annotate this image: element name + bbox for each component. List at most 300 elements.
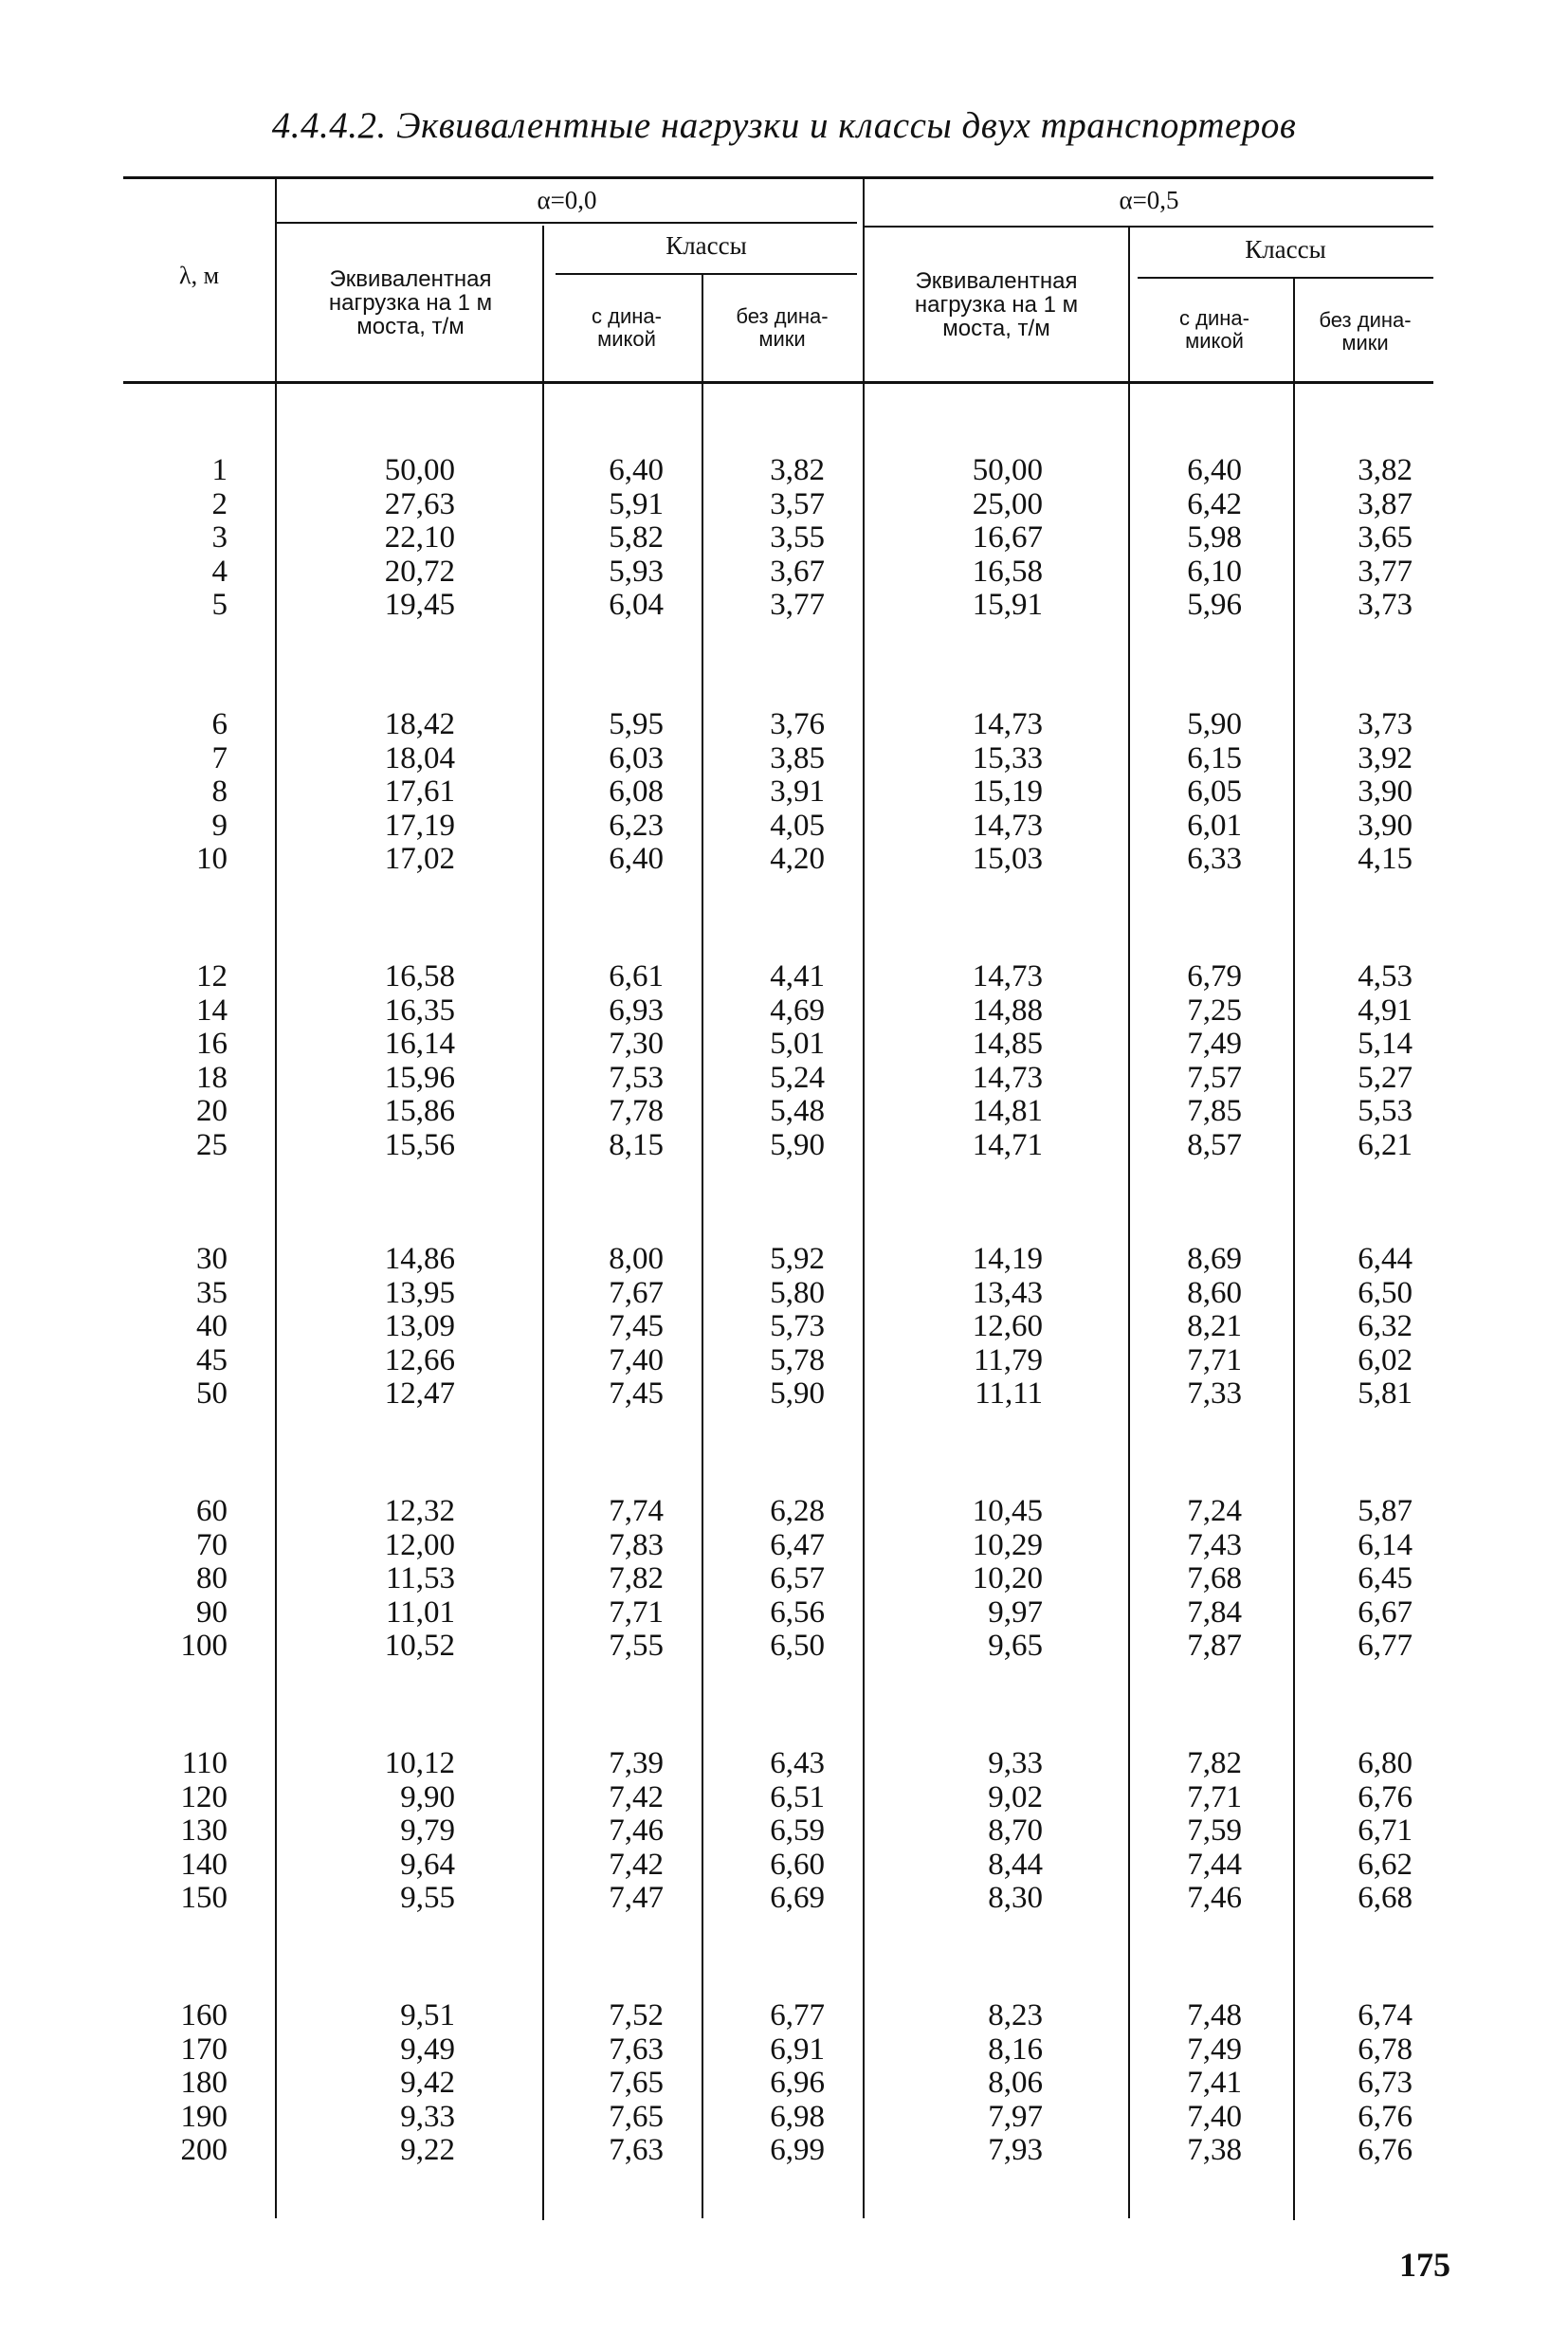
cell-class-dyn-a5: 7,71	[1187, 1780, 1242, 1814]
cell-equiv-load-a0: 17,61	[384, 775, 455, 809]
cell-class-dyn-a0: 6,08	[609, 775, 664, 809]
table-row	[0, 1242, 1568, 1276]
cell-class-nodyn-a5: 4,91	[1358, 993, 1413, 1028]
header-with-dynamics-0	[556, 305, 698, 351]
table-row	[0, 707, 1568, 741]
cell-lambda: 3	[211, 520, 228, 555]
table-row	[0, 1780, 1568, 1814]
cell-equiv-load-a0: 12,32	[384, 1494, 455, 1528]
cell-class-dyn-a0: 7,65	[609, 2066, 664, 2100]
cell-equiv-load-a0: 22,10	[384, 520, 455, 555]
cell-class-nodyn-a5: 6,62	[1358, 1848, 1413, 1882]
cell-class-nodyn-a5: 5,14	[1358, 1027, 1413, 1061]
cell-equiv-load-a5: 25,00	[972, 487, 1043, 521]
cell-class-dyn-a5: 7,49	[1187, 2032, 1242, 2067]
cell-class-dyn-a0: 7,65	[609, 2100, 664, 2134]
cell-equiv-load-a5: 8,16	[988, 2032, 1043, 2067]
cell-class-dyn-a0: 7,45	[609, 1376, 664, 1411]
header-with-dynamics-line: микой	[1185, 329, 1244, 353]
cell-equiv-load-a5: 14,73	[972, 959, 1043, 993]
cell-lambda: 5	[211, 588, 228, 622]
cell-class-dyn-a0: 7,39	[609, 1746, 664, 1780]
table-row	[0, 1494, 1568, 1528]
cell-class-dyn-a5: 5,96	[1187, 588, 1242, 622]
header-alpha0: α=0,0	[537, 186, 597, 214]
cell-class-dyn-a5: 6,05	[1187, 775, 1242, 809]
cell-class-dyn-a5: 8,21	[1187, 1309, 1242, 1343]
cell-equiv-load-a5: 8,23	[988, 1998, 1043, 2032]
cell-class-nodyn-a0: 3,67	[770, 555, 825, 589]
header-equiv-load-line: нагрузка на 1 м	[328, 290, 493, 316]
table-row	[0, 2133, 1568, 2167]
cell-class-dyn-a5: 7,24	[1187, 1494, 1242, 1528]
cell-class-dyn-a5: 7,84	[1187, 1595, 1242, 1630]
cell-class-dyn-a5: 7,38	[1187, 2133, 1242, 2167]
cell-equiv-load-a5: 14,73	[972, 1061, 1043, 1095]
cell-class-nodyn-a0: 5,01	[770, 1027, 825, 1061]
cell-class-dyn-a0: 7,55	[609, 1629, 664, 1663]
cell-class-nodyn-a0: 6,57	[770, 1561, 825, 1595]
table-row	[0, 1998, 1568, 2032]
cell-class-dyn-a5: 8,69	[1187, 1242, 1242, 1276]
cell-class-dyn-a0: 6,40	[609, 453, 664, 487]
table-row	[0, 993, 1568, 1028]
cell-class-dyn-a5: 6,79	[1187, 959, 1242, 993]
cell-class-nodyn-a5: 3,65	[1358, 520, 1413, 555]
cell-lambda: 2	[211, 487, 228, 521]
cell-class-nodyn-a5: 6,21	[1358, 1128, 1413, 1162]
cell-equiv-load-a0: 9,51	[400, 1998, 455, 2032]
cell-class-nodyn-a0: 5,24	[770, 1061, 825, 1095]
cell-equiv-load-a0: 15,56	[384, 1128, 455, 1162]
cell-equiv-load-a5: 7,93	[988, 2133, 1043, 2167]
cell-class-nodyn-a5: 3,92	[1358, 741, 1413, 775]
cell-class-dyn-a0: 6,93	[609, 993, 664, 1028]
row-group	[0, 1494, 1568, 1665]
cell-equiv-load-a0: 9,79	[400, 1813, 455, 1848]
cell-class-dyn-a0: 6,03	[609, 741, 664, 775]
cell-class-nodyn-a0: 6,99	[770, 2133, 825, 2167]
cell-class-dyn-a0: 6,04	[609, 588, 664, 622]
cell-class-dyn-a5: 7,85	[1187, 1094, 1242, 1128]
cell-class-dyn-a0: 7,30	[609, 1027, 664, 1061]
cell-class-nodyn-a5: 6,76	[1358, 2100, 1413, 2134]
cell-class-dyn-a5: 7,40	[1187, 2100, 1242, 2134]
cell-class-nodyn-a0: 6,98	[770, 2100, 825, 2134]
table-row	[0, 1061, 1568, 1095]
cell-equiv-load-a0: 9,42	[400, 2066, 455, 2100]
row-group	[0, 1242, 1568, 1412]
cell-equiv-load-a5: 15,03	[972, 842, 1043, 876]
cell-class-nodyn-a0: 6,77	[770, 1998, 825, 2032]
cell-class-nodyn-a5: 4,15	[1358, 842, 1413, 876]
cell-class-nodyn-a5: 6,78	[1358, 2032, 1413, 2067]
cell-equiv-load-a5: 13,43	[972, 1276, 1043, 1310]
cell-class-dyn-a0: 5,95	[609, 707, 664, 741]
cell-class-nodyn-a5: 6,76	[1358, 1780, 1413, 1814]
table-row	[0, 1343, 1568, 1377]
cell-class-nodyn-a5: 5,53	[1358, 1094, 1413, 1128]
cell-equiv-load-a0: 11,01	[385, 1595, 455, 1630]
cell-class-dyn-a0: 7,74	[609, 1494, 664, 1528]
cell-equiv-load-a0: 9,33	[400, 2100, 455, 2134]
row-group	[0, 959, 1568, 1162]
cell-lambda: 160	[180, 1998, 228, 2032]
cell-equiv-load-a0: 11,53	[385, 1561, 455, 1595]
cell-equiv-load-a0: 12,47	[384, 1376, 455, 1411]
cell-lambda: 8	[211, 775, 228, 809]
cell-equiv-load-a0: 10,12	[384, 1746, 455, 1780]
header-equiv-load-line: моста, т/м	[942, 316, 1050, 341]
cell-class-nodyn-a5: 6,14	[1358, 1528, 1413, 1562]
cell-equiv-load-a0: 9,55	[400, 1881, 455, 1915]
cell-class-dyn-a0: 7,53	[609, 1061, 664, 1095]
cell-class-nodyn-a5: 3,87	[1358, 487, 1413, 521]
cell-lambda: 10	[196, 842, 228, 876]
header-without-dynamics-line: без дина-	[1319, 308, 1412, 332]
cell-class-dyn-a5: 7,25	[1187, 993, 1242, 1028]
cell-equiv-load-a5: 8,44	[988, 1848, 1043, 1882]
table-row	[0, 1027, 1568, 1061]
cell-class-dyn-a5: 6,40	[1187, 453, 1242, 487]
header-without-dynamics-line: без дина-	[736, 304, 829, 328]
cell-lambda: 35	[196, 1276, 228, 1310]
cell-lambda: 12	[196, 959, 228, 993]
cell-class-dyn-a0: 7,52	[609, 1998, 664, 2032]
cell-equiv-load-a5: 15,33	[972, 741, 1043, 775]
table-row	[0, 1276, 1568, 1310]
header-without-dynamics-line: мики	[1341, 331, 1389, 355]
cell-equiv-load-a0: 9,90	[400, 1780, 455, 1814]
cell-equiv-load-a0: 12,00	[384, 1528, 455, 1562]
cell-lambda: 150	[180, 1881, 228, 1915]
header-equiv-load-line: моста, т/м	[356, 314, 465, 339]
cell-lambda: 170	[180, 2032, 228, 2067]
cell-class-dyn-a5: 6,42	[1187, 487, 1242, 521]
cell-class-nodyn-a5: 6,68	[1358, 1881, 1413, 1915]
cell-equiv-load-a5: 10,45	[972, 1494, 1043, 1528]
cell-class-nodyn-a0: 3,76	[770, 707, 825, 741]
cell-class-nodyn-a0: 4,20	[770, 842, 825, 876]
header-alpha5: α=0,5	[1119, 186, 1179, 214]
header-bottom-rule	[123, 381, 1433, 384]
cell-class-nodyn-a0: 6,56	[770, 1595, 825, 1630]
cell-class-nodyn-a0: 3,82	[770, 453, 825, 487]
cell-lambda: 6	[211, 707, 228, 741]
cell-class-nodyn-a0: 6,50	[770, 1629, 825, 1663]
cell-class-nodyn-a0: 3,77	[770, 588, 825, 622]
table-row	[0, 1376, 1568, 1411]
cell-class-nodyn-a5: 3,90	[1358, 809, 1413, 843]
cell-equiv-load-a0: 50,00	[384, 453, 455, 487]
cell-lambda: 40	[196, 1309, 228, 1343]
cell-class-dyn-a0: 7,40	[609, 1343, 664, 1377]
cell-class-nodyn-a5: 6,77	[1358, 1629, 1413, 1663]
cell-class-nodyn-a0: 5,80	[770, 1276, 825, 1310]
cell-lambda: 30	[196, 1242, 228, 1276]
cell-class-dyn-a5: 5,90	[1187, 707, 1242, 741]
cell-lambda: 50	[196, 1376, 228, 1411]
cell-lambda: 18	[196, 1061, 228, 1095]
cell-class-dyn-a0: 5,82	[609, 520, 664, 555]
header-with-dynamics-line: с дина-	[1179, 306, 1249, 330]
cell-equiv-load-a5: 14,88	[972, 993, 1043, 1028]
cell-class-nodyn-a5: 5,87	[1358, 1494, 1413, 1528]
cell-equiv-load-a0: 19,45	[384, 588, 455, 622]
cell-equiv-load-a5: 11,79	[973, 1343, 1043, 1377]
cell-equiv-load-a5: 14,85	[972, 1027, 1043, 1061]
header-with-dynamics-line: с дина-	[592, 304, 662, 328]
cell-class-dyn-a0: 8,00	[609, 1242, 664, 1276]
table-row	[0, 1813, 1568, 1848]
cell-equiv-load-a5: 8,70	[988, 1813, 1043, 1848]
table-row	[0, 809, 1568, 843]
cell-class-nodyn-a5: 3,82	[1358, 453, 1413, 487]
header-equiv-load-line: нагрузка на 1 м	[914, 292, 1079, 318]
table-row	[0, 588, 1568, 622]
cell-class-nodyn-a5: 6,76	[1358, 2133, 1413, 2167]
cell-equiv-load-a0: 13,95	[384, 1276, 455, 1310]
cell-class-dyn-a5: 7,48	[1187, 1998, 1242, 2032]
cell-class-nodyn-a0: 6,96	[770, 2066, 825, 2100]
header-equiv-load-0	[281, 267, 540, 338]
cell-equiv-load-a5: 11,11	[975, 1376, 1043, 1411]
cell-class-dyn-a5: 6,15	[1187, 741, 1242, 775]
row-group	[0, 1746, 1568, 1917]
cell-equiv-load-a5: 14,81	[972, 1094, 1043, 1128]
header-classes-5: Классы	[1245, 235, 1326, 264]
cell-lambda: 100	[180, 1629, 228, 1663]
cell-class-nodyn-a0: 5,90	[770, 1128, 825, 1162]
cell-lambda: 70	[196, 1528, 228, 1562]
cell-class-dyn-a5: 7,59	[1187, 1813, 1242, 1848]
cell-class-dyn-a0: 6,61	[609, 959, 664, 993]
cell-equiv-load-a0: 10,52	[384, 1629, 455, 1663]
cell-class-dyn-a5: 7,46	[1187, 1881, 1242, 1915]
cell-class-nodyn-a0: 6,51	[770, 1780, 825, 1814]
table-row	[0, 959, 1568, 993]
cell-class-dyn-a5: 6,33	[1187, 842, 1242, 876]
table-row	[0, 555, 1568, 589]
table-row	[0, 1629, 1568, 1663]
cell-lambda: 45	[196, 1343, 228, 1377]
cell-lambda: 4	[211, 555, 228, 589]
cell-equiv-load-a5: 15,91	[972, 588, 1043, 622]
classes0-underline	[556, 273, 857, 275]
cell-class-dyn-a5: 7,87	[1187, 1629, 1242, 1663]
row-group	[0, 453, 1568, 624]
cell-class-nodyn-a5: 6,50	[1358, 1276, 1413, 1310]
cell-class-dyn-a0: 8,15	[609, 1128, 664, 1162]
table-row	[0, 1528, 1568, 1562]
cell-class-dyn-a0: 7,45	[609, 1309, 664, 1343]
cell-class-dyn-a0: 7,42	[609, 1780, 664, 1814]
cell-class-nodyn-a0: 3,57	[770, 487, 825, 521]
cell-class-dyn-a0: 7,42	[609, 1848, 664, 1882]
cell-class-nodyn-a0: 3,55	[770, 520, 825, 555]
cell-lambda: 120	[180, 1780, 228, 1814]
alpha0-underline	[277, 222, 857, 224]
cell-class-nodyn-a0: 5,73	[770, 1309, 825, 1343]
header-with-dynamics-5	[1138, 307, 1291, 353]
cell-class-nodyn-a5: 6,44	[1358, 1242, 1413, 1276]
header-classes-0: Классы	[665, 231, 747, 260]
table-top-rule	[123, 176, 1433, 179]
cell-lambda: 190	[180, 2100, 228, 2134]
cell-lambda: 14	[196, 993, 228, 1028]
cell-class-nodyn-a0: 6,47	[770, 1528, 825, 1562]
cell-equiv-load-a5: 16,58	[972, 555, 1043, 589]
cell-class-nodyn-a5: 6,73	[1358, 2066, 1413, 2100]
row-group	[0, 707, 1568, 878]
cell-class-nodyn-a0: 6,60	[770, 1848, 825, 1882]
cell-lambda: 200	[180, 2133, 228, 2167]
page-number: 175	[1399, 2246, 1450, 2284]
table-row	[0, 487, 1568, 521]
cell-class-dyn-a0: 6,23	[609, 809, 664, 843]
table-row	[0, 2066, 1568, 2100]
cell-equiv-load-a0: 20,72	[384, 555, 455, 589]
cell-equiv-load-a5: 10,20	[972, 1561, 1043, 1595]
cell-lambda: 20	[196, 1094, 228, 1128]
cell-equiv-load-a5: 12,60	[972, 1309, 1043, 1343]
cell-class-nodyn-a0: 6,91	[770, 2032, 825, 2067]
cell-lambda: 9	[211, 809, 228, 843]
cell-class-dyn-a5: 7,82	[1187, 1746, 1242, 1780]
cell-class-dyn-a5: 6,01	[1187, 809, 1242, 843]
page-title: 4.4.4.2. Эквивалентные нагрузки и классы двух транспортеров	[271, 105, 1297, 146]
cell-lambda: 110	[181, 1746, 228, 1780]
table-row	[0, 741, 1568, 775]
cell-lambda: 140	[180, 1848, 228, 1882]
cell-class-dyn-a5: 7,43	[1187, 1528, 1242, 1562]
alpha5-underline	[865, 226, 1433, 228]
cell-class-nodyn-a0: 5,90	[770, 1376, 825, 1411]
header-equiv-load-line: Эквивалентная	[329, 266, 492, 292]
cell-class-dyn-a5: 7,44	[1187, 1848, 1242, 1882]
cell-class-nodyn-a5: 6,80	[1358, 1746, 1413, 1780]
header-without-dynamics-5	[1297, 309, 1433, 355]
table-row	[0, 2032, 1568, 2067]
cell-lambda: 7	[211, 741, 228, 775]
cell-class-dyn-a0: 7,67	[609, 1276, 664, 1310]
cell-equiv-load-a5: 9,33	[988, 1746, 1043, 1780]
cell-class-dyn-a0: 7,83	[609, 1528, 664, 1562]
cell-equiv-load-a0: 27,63	[384, 487, 455, 521]
cell-class-dyn-a0: 6,40	[609, 842, 664, 876]
cell-class-nodyn-a5: 6,02	[1358, 1343, 1413, 1377]
cell-lambda: 25	[196, 1128, 228, 1162]
cell-class-nodyn-a5: 4,53	[1358, 959, 1413, 993]
cell-lambda: 1	[211, 453, 228, 487]
cell-equiv-load-a0: 18,04	[384, 741, 455, 775]
cell-class-dyn-a5: 7,41	[1187, 2066, 1242, 2100]
table-row	[0, 1746, 1568, 1780]
cell-class-dyn-a5: 6,10	[1187, 555, 1242, 589]
cell-lambda: 80	[196, 1561, 228, 1595]
cell-class-nodyn-a0: 3,91	[770, 775, 825, 809]
cell-equiv-load-a5: 10,29	[972, 1528, 1043, 1562]
cell-equiv-load-a0: 16,58	[384, 959, 455, 993]
cell-equiv-load-a5: 7,97	[988, 2100, 1043, 2134]
cell-equiv-load-a0: 9,22	[400, 2133, 455, 2167]
cell-class-dyn-a0: 7,63	[609, 2032, 664, 2067]
cell-lambda: 16	[196, 1027, 228, 1061]
cell-equiv-load-a0: 18,42	[384, 707, 455, 741]
cell-class-nodyn-a5: 5,27	[1358, 1061, 1413, 1095]
cell-class-nodyn-a0: 6,28	[770, 1494, 825, 1528]
cell-lambda: 180	[180, 2066, 228, 2100]
cell-class-nodyn-a0: 4,05	[770, 809, 825, 843]
cell-class-nodyn-a0: 5,78	[770, 1343, 825, 1377]
header-without-dynamics-line: мики	[758, 327, 806, 351]
cell-class-nodyn-a0: 4,69	[770, 993, 825, 1028]
table-row	[0, 520, 1568, 555]
classes5-underline	[1138, 277, 1433, 279]
cell-equiv-load-a0: 13,09	[384, 1309, 455, 1343]
cell-equiv-load-a5: 16,67	[972, 520, 1043, 555]
row-group	[0, 1998, 1568, 2169]
table-row	[0, 1094, 1568, 1128]
cell-equiv-load-a0: 14,86	[384, 1242, 455, 1276]
cell-equiv-load-a5: 9,02	[988, 1780, 1043, 1814]
cell-equiv-load-a5: 9,97	[988, 1595, 1043, 1630]
cell-class-dyn-a0: 7,46	[609, 1813, 664, 1848]
table-row	[0, 1128, 1568, 1162]
cell-class-nodyn-a0: 6,43	[770, 1746, 825, 1780]
cell-class-nodyn-a0: 3,85	[770, 741, 825, 775]
cell-class-dyn-a0: 5,91	[609, 487, 664, 521]
table-row	[0, 1595, 1568, 1630]
cell-class-dyn-a5: 8,60	[1187, 1276, 1242, 1310]
cell-lambda: 60	[196, 1494, 228, 1528]
cell-class-nodyn-a5: 3,73	[1358, 588, 1413, 622]
cell-class-nodyn-a5: 6,74	[1358, 1998, 1413, 2032]
cell-class-dyn-a5: 7,33	[1187, 1376, 1242, 1411]
cell-equiv-load-a5: 8,06	[988, 2066, 1043, 2100]
cell-class-dyn-a5: 8,57	[1187, 1128, 1242, 1162]
cell-class-dyn-a5: 7,68	[1187, 1561, 1242, 1595]
cell-class-nodyn-a5: 6,71	[1358, 1813, 1413, 1848]
cell-equiv-load-a5: 15,19	[972, 775, 1043, 809]
table-row	[0, 1561, 1568, 1595]
cell-equiv-load-a0: 16,35	[384, 993, 455, 1028]
cell-class-nodyn-a5: 5,81	[1358, 1376, 1413, 1411]
cell-class-nodyn-a0: 5,92	[770, 1242, 825, 1276]
cell-class-nodyn-a0: 4,41	[770, 959, 825, 993]
cell-equiv-load-a0: 9,64	[400, 1848, 455, 1882]
cell-equiv-load-a0: 17,19	[384, 809, 455, 843]
table-row	[0, 1881, 1568, 1915]
table-row	[0, 453, 1568, 487]
cell-class-nodyn-a5: 3,73	[1358, 707, 1413, 741]
cell-equiv-load-a0: 15,86	[384, 1094, 455, 1128]
cell-class-nodyn-a5: 6,45	[1358, 1561, 1413, 1595]
cell-equiv-load-a0: 15,96	[384, 1061, 455, 1095]
cell-equiv-load-a0: 17,02	[384, 842, 455, 876]
cell-equiv-load-a5: 14,19	[972, 1242, 1043, 1276]
cell-class-nodyn-a0: 6,69	[770, 1881, 825, 1915]
table-row	[0, 1848, 1568, 1882]
cell-equiv-load-a5: 8,30	[988, 1881, 1043, 1915]
cell-class-nodyn-a5: 6,67	[1358, 1595, 1413, 1630]
cell-class-nodyn-a5: 6,32	[1358, 1309, 1413, 1343]
cell-class-dyn-a5: 7,49	[1187, 1027, 1242, 1061]
cell-class-dyn-a5: 5,98	[1187, 520, 1242, 555]
header-equiv-load-line: Эквивалентная	[915, 268, 1078, 294]
cell-class-dyn-a0: 7,82	[609, 1561, 664, 1595]
cell-class-dyn-a0: 7,47	[609, 1881, 664, 1915]
